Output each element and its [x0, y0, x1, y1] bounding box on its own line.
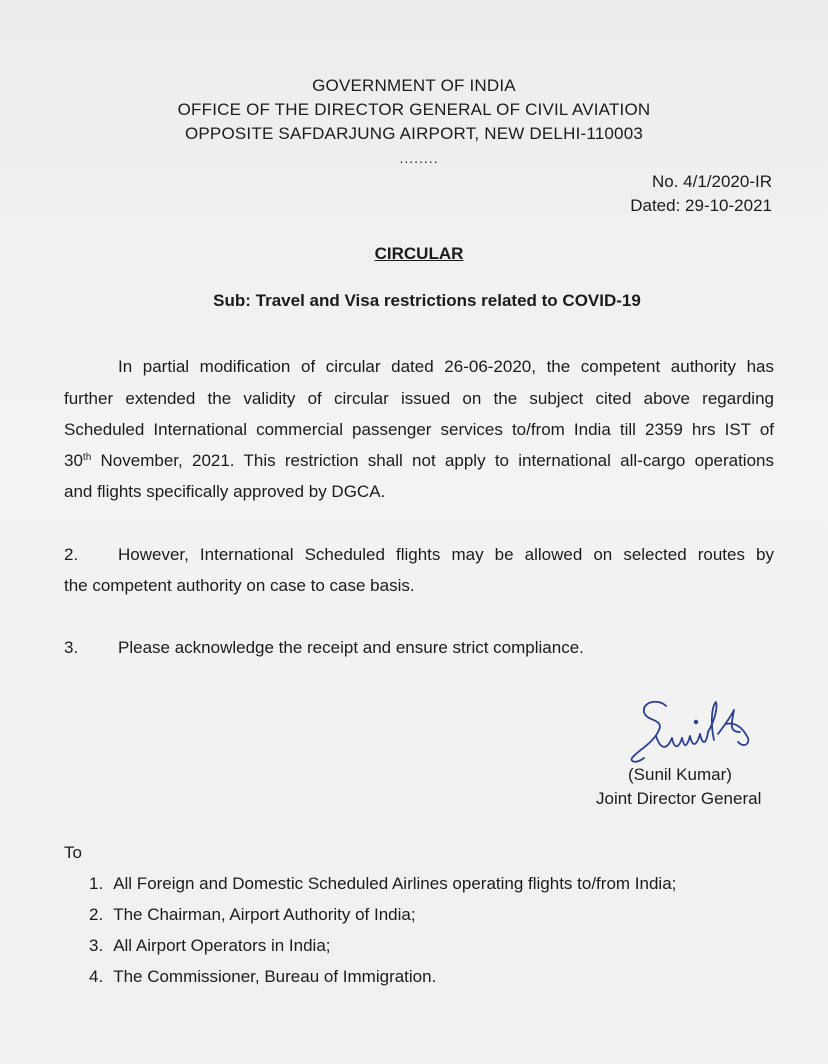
signatory-name: (Sunil Kumar): [628, 765, 732, 784]
recipients-label: To: [64, 843, 82, 862]
recipient-number: 1.: [89, 874, 104, 893]
paragraph1-line2: further extended the validity of circular issued on the subject cited above regarding: [64, 389, 774, 408]
paragraph1-line4-day: 30: [64, 451, 83, 470]
signatory-designation: Joint Director General: [596, 789, 762, 808]
recipient-item: [89, 967, 436, 987]
subject-line: Sub: Travel and Visa restrictions related to COVID-19: [213, 291, 641, 310]
recipient-item: [89, 874, 676, 894]
header-line-1: GOVERNMENT OF INDIA: [312, 76, 516, 95]
header-line-3: OPPOSITE SAFDARJUNG AIRPORT, NEW DELHI-110003: [184, 124, 644, 143]
recipient-item: [89, 905, 416, 925]
paragraph3-number: 3.: [64, 638, 79, 657]
recipient-number: 2.: [89, 905, 104, 924]
recipient-number: 3.: [89, 936, 104, 955]
paragraph1-line4-rest: November, 2021. This restriction shall not apply to international all-cargo operations: [91, 451, 774, 470]
reference-number: No. 4/1/2020-IR: [651, 172, 772, 191]
header-separator: ........: [399, 150, 439, 166]
recipient-number: 4.: [89, 967, 104, 986]
recipient-text: All Airport Operators in India;: [113, 936, 331, 955]
paragraph1-line4-ordinal: th: [82, 452, 92, 463]
paragraph1-line3: Scheduled International commercial passenger services to/from India till 2359 hrs IST of: [64, 420, 774, 439]
paragraph2-line2: the competent authority on case to case basis.: [64, 576, 415, 595]
handwritten-signature: [622, 692, 772, 772]
recipient-text: All Foreign and Domestic Scheduled Airlines operating flights to/from India;: [113, 874, 677, 893]
paragraph1-line4: [64, 451, 774, 471]
circular-title: CIRCULAR: [374, 244, 464, 263]
recipient-text: The Commissioner, Bureau of Immigration.: [113, 967, 437, 986]
paragraph1-line1: In partial modification of circular dated 26-06-2020, the competent authority has: [118, 357, 774, 376]
paragraph1-line5: and flights specifically approved by DGCA.: [64, 482, 386, 501]
recipient-item: [89, 936, 331, 956]
paragraph3-line1: Please acknowledge the receipt and ensure strict compliance.: [118, 638, 584, 657]
recipient-text: The Chairman, Airport Authority of India;: [113, 905, 416, 924]
paragraph2-line1: However, International Scheduled flights may be allowed on selected routes by: [118, 545, 774, 564]
header-line-2: OFFICE OF THE DIRECTOR GENERAL OF CIVIL AVIATION: [177, 100, 651, 119]
paragraph2-number: 2.: [64, 545, 79, 564]
reference-date: Dated: 29-10-2021: [630, 196, 772, 215]
